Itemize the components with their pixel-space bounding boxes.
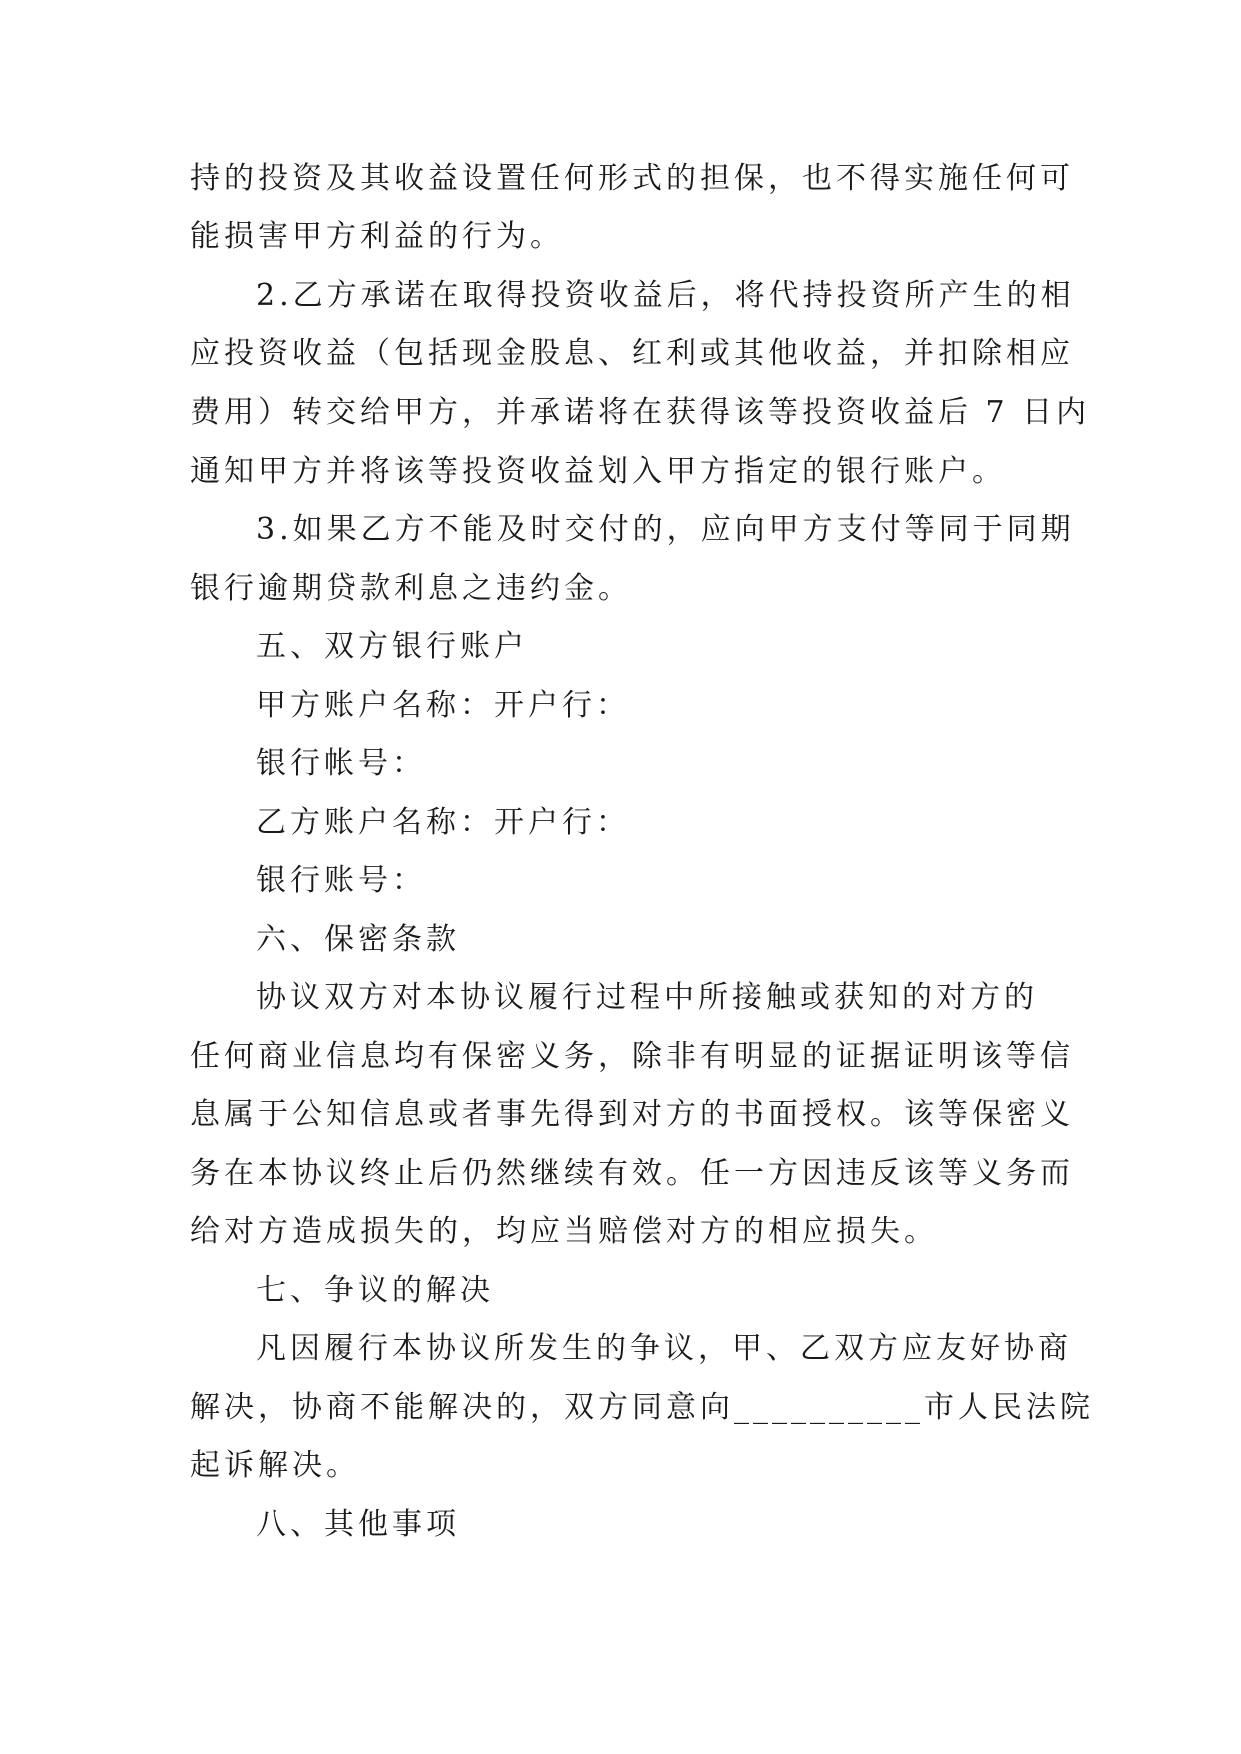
paragraph-line: 务在本协议终止后仍然继续有效。任一方因违反该等义务而 <box>190 1156 1074 1191</box>
paragraph-line: 凡因履行本协议所发生的争议，甲、乙双方应友好协商 <box>256 1331 1072 1366</box>
paragraph-line: 银行账号： <box>256 863 426 898</box>
paragraph-line: 能损害甲方利益的行为。 <box>190 219 564 254</box>
paragraph-line: 起诉解决。 <box>190 1448 360 1483</box>
paragraph-line: 解决，协商不能解决的，双方同意向__________市人民法院 <box>190 1390 1094 1425</box>
paragraph-line: 给对方造成损失的，均应当赔偿对方的相应损失。 <box>190 1214 938 1249</box>
paragraph-line: 持的投资及其收益设置任何形式的担保，也不得实施任何可 <box>190 161 1074 196</box>
paragraph-line: 任何商业信息均有保密义务，除非有明显的证据证明该等信 <box>190 1039 1074 1074</box>
paragraph-line: 应投资收益（包括现金股息、红利或其他收益，并扣除相应 <box>190 336 1074 371</box>
section-heading: 五、双方银行账户 <box>256 629 528 664</box>
paragraph-line: 协议双方对本协议履行过程中所接触或获知的对方的 <box>256 980 1038 1015</box>
paragraph-line: 费用）转交给甲方，并承诺将在获得该等投资收益后 7 日内 <box>190 395 1091 430</box>
paragraph-line: 银行逾期贷款利息之违约金。 <box>190 571 632 606</box>
section-heading: 八、其他事项 <box>256 1507 460 1542</box>
paragraph-line: 2.乙方承诺在取得投资收益后，将代持投资所产生的相 <box>256 278 1075 313</box>
paragraph-line: 乙方账户名称：开户行： <box>256 805 630 840</box>
section-heading: 六、保密条款 <box>256 922 460 957</box>
section-heading: 七、争议的解决 <box>256 1273 494 1308</box>
paragraph-line: 息属于公知信息或者事先得到对方的书面授权。该等保密义 <box>190 1097 1074 1132</box>
paragraph-line: 通知甲方并将该等投资收益划入甲方指定的银行账户。 <box>190 454 1006 489</box>
paragraph-line: 甲方账户名称：开户行： <box>256 688 630 723</box>
paragraph-line: 银行帐号： <box>256 746 426 781</box>
paragraph-line: 3.如果乙方不能及时交付的，应向甲方支付等同于同期 <box>256 512 1075 547</box>
